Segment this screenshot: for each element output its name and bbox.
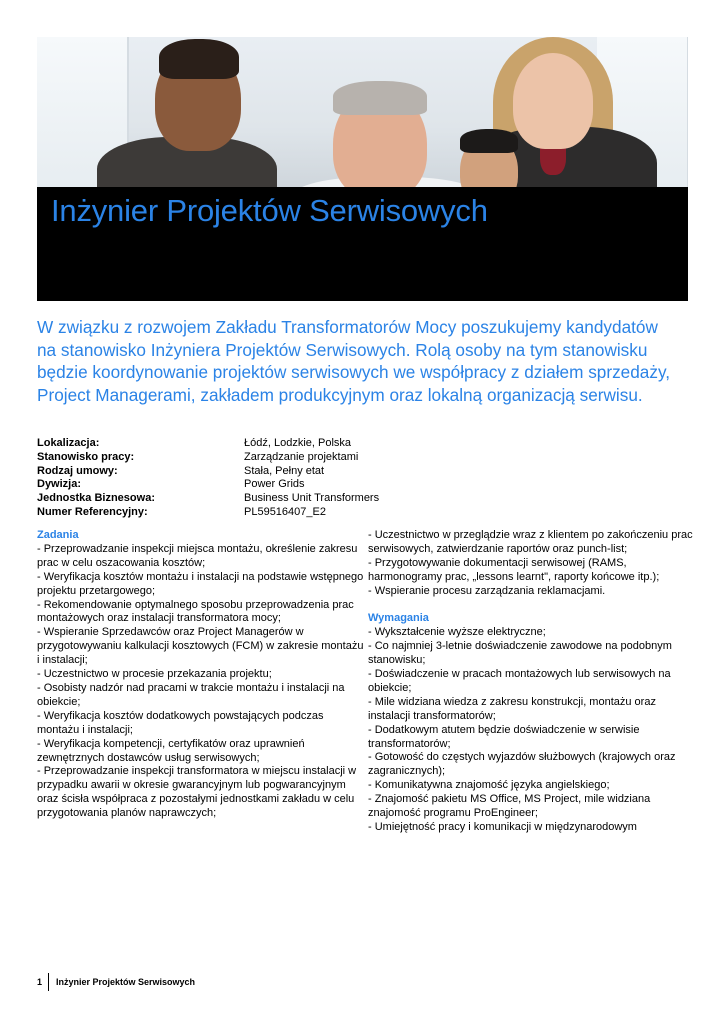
intro-paragraph: W związku z rozwojem Zakładu Transformatorów Mocy poszukujemy kandydatów na stanowisko Inżyniera Projektów Serwisowych. Rolą osoby na tym stanowisku będzie koordynowanie projektów serwisowych we współpracy z działem sprzedaży, Project Managerami, zakładem produkcyjnym oraz lokalną organizacją serwisu. [37, 317, 671, 405]
details-value: Stała, Pełny etat [244, 464, 325, 477]
list-item: - Dodatkowym atutem będzie doświadczenie w serwisie transformatorów; [368, 723, 640, 750]
requirements-heading: Wymagania [368, 612, 429, 625]
details-value: Business Unit Transformers [244, 492, 380, 505]
list-item: - Weryfikacja kosztów montażu i instalacji na podstawie wstępnego projektu przetargowego; [37, 570, 364, 597]
requirements-column [368, 529, 698, 835]
details-value: Power Grids [244, 478, 305, 491]
footer-title: Inżynier Projektów Serwisowych [56, 977, 196, 987]
hero-photo [37, 37, 688, 187]
details-label: Rodzaj umowy: [37, 464, 118, 477]
list-item: - Przygotowywanie dokumentacji serwisowej (RAMS, harmonogramy prac, „lessons learnt", raporty końcowe itp.); [368, 556, 660, 583]
details-row [37, 492, 677, 506]
list-item: - Uczestnictwo w procesie przekazania projektu; [37, 668, 272, 681]
list-item: - Uczestnictwo w przeglądzie wraz z klientem po zakończeniu prac serwisowych, zatwierdzanie raportów oraz punch-list; [368, 529, 693, 555]
list-item: - Komunikatywna znajomość języka angielskiego; [368, 779, 610, 792]
details-label: Dywizja: [37, 478, 82, 491]
details-label: Stanowisko pracy: [37, 450, 135, 463]
footer-divider [48, 973, 49, 991]
list-item: - Mile widziana wiedza z zakresu konstrukcji, montażu oraz instalacji transformatorów; [368, 695, 656, 722]
details-row [37, 465, 677, 479]
details-value: Zarządzanie projektami [244, 450, 359, 463]
details-row [37, 437, 677, 451]
person-head [513, 53, 593, 149]
list-item: - Przeprowadzanie inspekcji transformatora w miejscu instalacji w przypadku awarii w okresie gwarancyjnym lub pogwarancyjnym oraz ścisła współpraca z pozostałymi jednostkami zakładu w celu przygotowania planów naprawczych; [37, 765, 357, 820]
list-item: - Wspieranie Sprzedawców oraz Project Managerów w przygotowywaniu kalkulacji kosztowych (FCM) w zakresie montażu i instalacji; [37, 626, 364, 667]
person-hair [159, 39, 239, 79]
details-row [37, 506, 677, 520]
list-item: - Umiejętność pracy i komunikacji w międzynarodowym [368, 821, 637, 834]
list-item: - Rekomendowanie optymalnego sposobu przeprowadzenia prac montażowych oraz instalacji transformatora mocy; [37, 598, 354, 625]
person-hair [460, 129, 518, 153]
list-item: - Przeprowadzanie inspekcji miejsca montażu, określenie zakresu prac w celu oszacowania kosztów; [37, 542, 358, 569]
list-item: - Wspieranie procesu zarządzania reklamacjami. [368, 584, 606, 597]
page-title: Inżynier Projektów Serwisowych [51, 193, 488, 228]
list-item: - Doświadczenie w pracach montażowych lub serwisowych na obiekcie; [368, 668, 671, 694]
page-number: 1 [37, 977, 43, 987]
title-banner [37, 187, 688, 301]
section-spacer [368, 599, 698, 613]
details-label: Jednostka Biznesowa: [37, 492, 155, 505]
list-item: - Weryfikacja kompetencji, certyfikatów oraz uprawnień zewnętrznych dostawców usług serwisowych; [37, 737, 305, 764]
tasks-column [37, 529, 367, 821]
page-footer [37, 973, 195, 991]
details-row [37, 478, 677, 492]
details-label: Lokalizacja: [37, 437, 100, 449]
list-item: - Weryfikacja kosztów dodatkowych powstających podczas montażu i instalacji; [37, 709, 324, 736]
list-item: - Osobisty nadzór nad pracami w trakcie montażu i instalacji na obiekcie; [37, 681, 345, 708]
list-item: - Wykształcenie wyższe elektryczne; [368, 626, 546, 639]
details-value: Łódź, Lodzkie, Polska [244, 437, 352, 449]
details-label: Numer Referencyjny: [37, 505, 148, 518]
person-hair [333, 81, 427, 115]
list-item: - Znajomość pakietu MS Office, MS Project, mile widziana znajomość programu ProEngineer; [368, 793, 651, 820]
details-row [37, 451, 677, 465]
details-value: PL59516407_E2 [244, 505, 326, 518]
details-table [37, 437, 677, 520]
list-item: - Gotowość do częstych wyjazdów służbowych (krajowych oraz zagranicznych); [368, 751, 676, 778]
list-item: - Co najmniej 3-letnie doświadczenie zawodowe na podobnym stanowisku; [368, 640, 672, 667]
tasks-heading: Zadania [37, 529, 79, 541]
